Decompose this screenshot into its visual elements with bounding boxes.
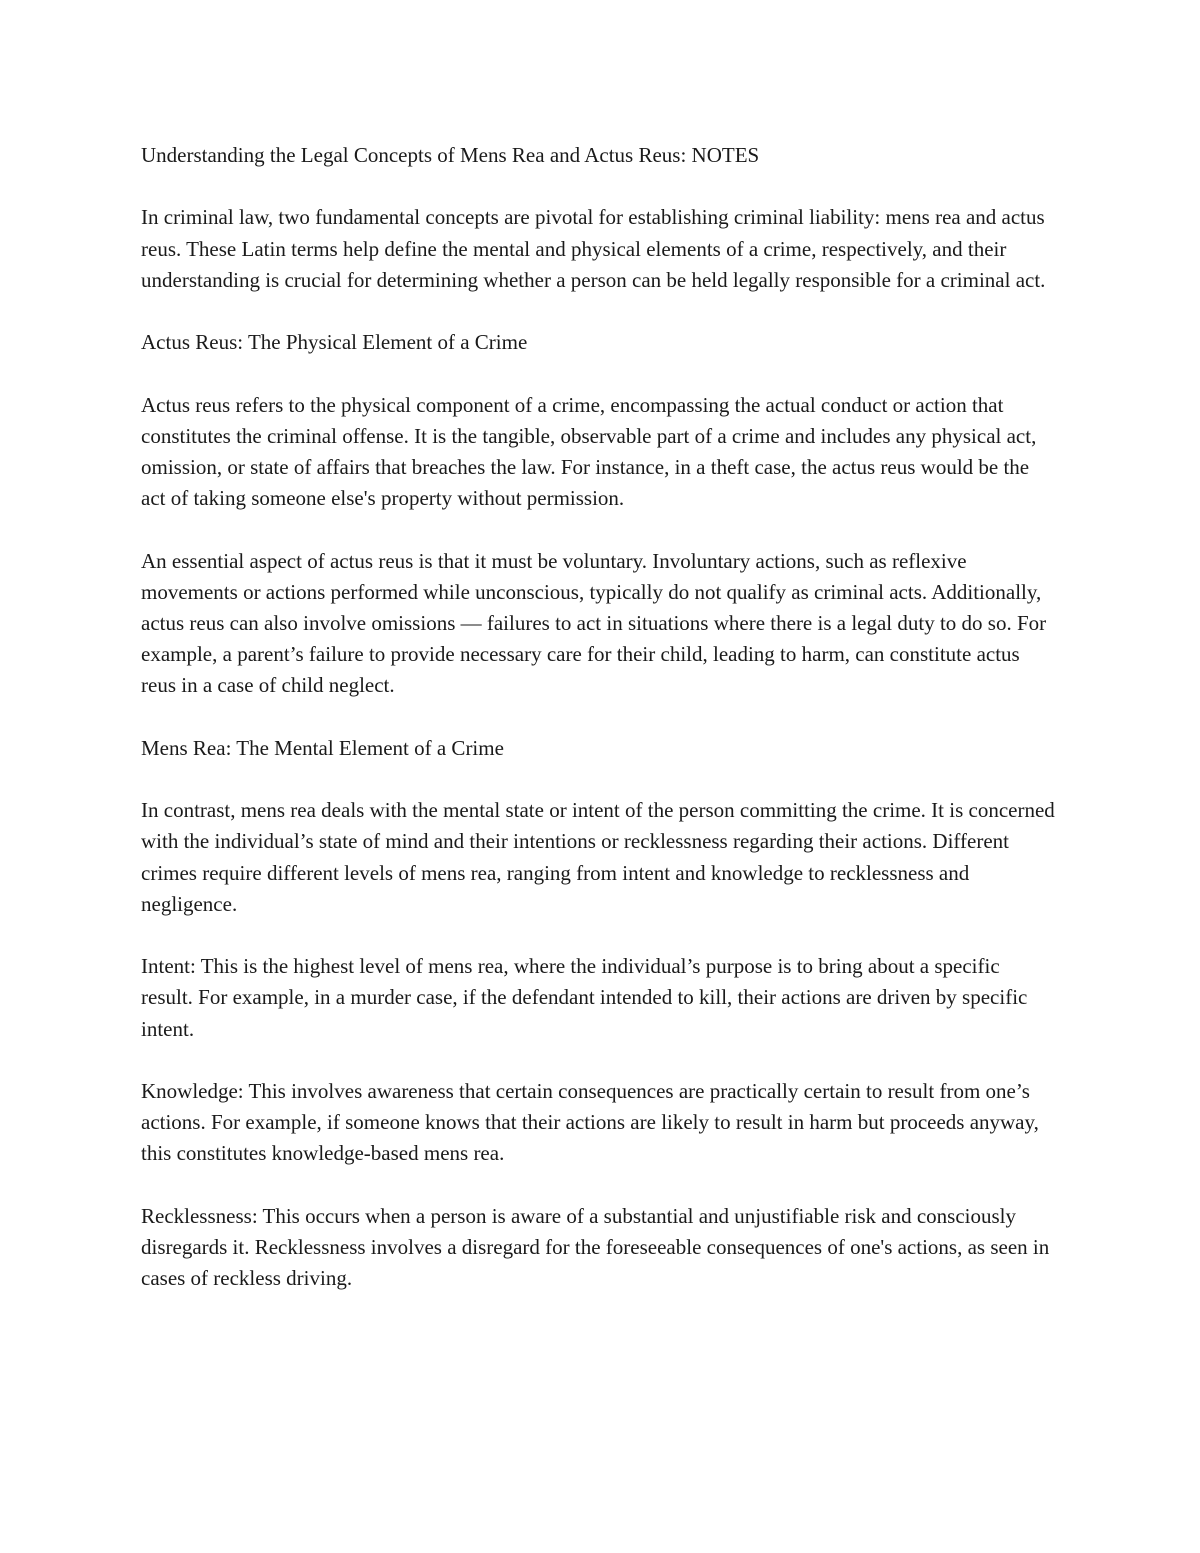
actus-reus-paragraph-2: An essential aspect of actus reus is that it must be voluntary. Involuntary actions, such as reflexive movements or actions performed while unconscious, typically do not qualify as criminal acts. Additionally, actus reus can also involve omissions — failures to act in situations where there is a legal duty to do so. For example, a parent’s failure to provide necessary care for their child, leading to harm, can constitute actus reus in a case of child neglect. (141, 548, 1047, 698)
mens-rea-paragraph-1: In contrast, mens rea deals with the mental state or intent of the person committing the crime. It is concerned with the individual’s state of mind and their intentions or recklessness regarding their actions. Different crimes require different levels of mens rea, ranging from intent and knowledge to recklessness and negligence. (141, 798, 1055, 916)
intent-paragraph: Intent: This is the highest level of mens rea, where the individual’s purpose is to bring about a specific result. For example, in a murder case, if the defendant intended to kill, their actions are driven by specific intent. (141, 954, 1028, 1041)
mens-rea-heading: Mens Rea: The Mental Element of a Crime (141, 735, 504, 760)
recklessness-paragraph: Recklessness: This occurs when a person is aware of a substantial and unjustifiable risk and consciously disregards it. Recklessness involves a disregard for the foreseeable consequences of one's actions, as seen in cases of reckless driving. (141, 1203, 1050, 1291)
actus-reus-paragraph-1: Actus reus refers to the physical component of a crime, encompassing the actual conduct or action that constitutes the criminal offense. It is the tangible, observable part of a crime and includes any physical act, omission, or state of affairs that breaches the law. For instance, in a theft case, the actus reus would be the act of taking someone else's property without permission. (141, 392, 1037, 511)
document-title: Understanding the Legal Concepts of Mens Rea and Actus Reus: NOTES (141, 143, 760, 167)
intro-paragraph: In criminal law, two fundamental concepts are pivotal for establishing criminal liability: mens rea and actus reus. These Latin terms help define the mental and physical elements of a crime, respectively, and their understanding is crucial for determining whether a person can be held legally responsible for a criminal act. (141, 205, 1046, 292)
document-page (141, 140, 1056, 1326)
knowledge-paragraph: Knowledge: This involves awareness that certain consequences are practically certain to result from one’s actions. For example, if someone knows that their actions are likely to result in harm but proceeds anyway, this constitutes knowledge-based mens rea. (141, 1078, 1039, 1166)
actus-reus-heading: Actus Reus: The Physical Element of a Crime (141, 330, 528, 355)
